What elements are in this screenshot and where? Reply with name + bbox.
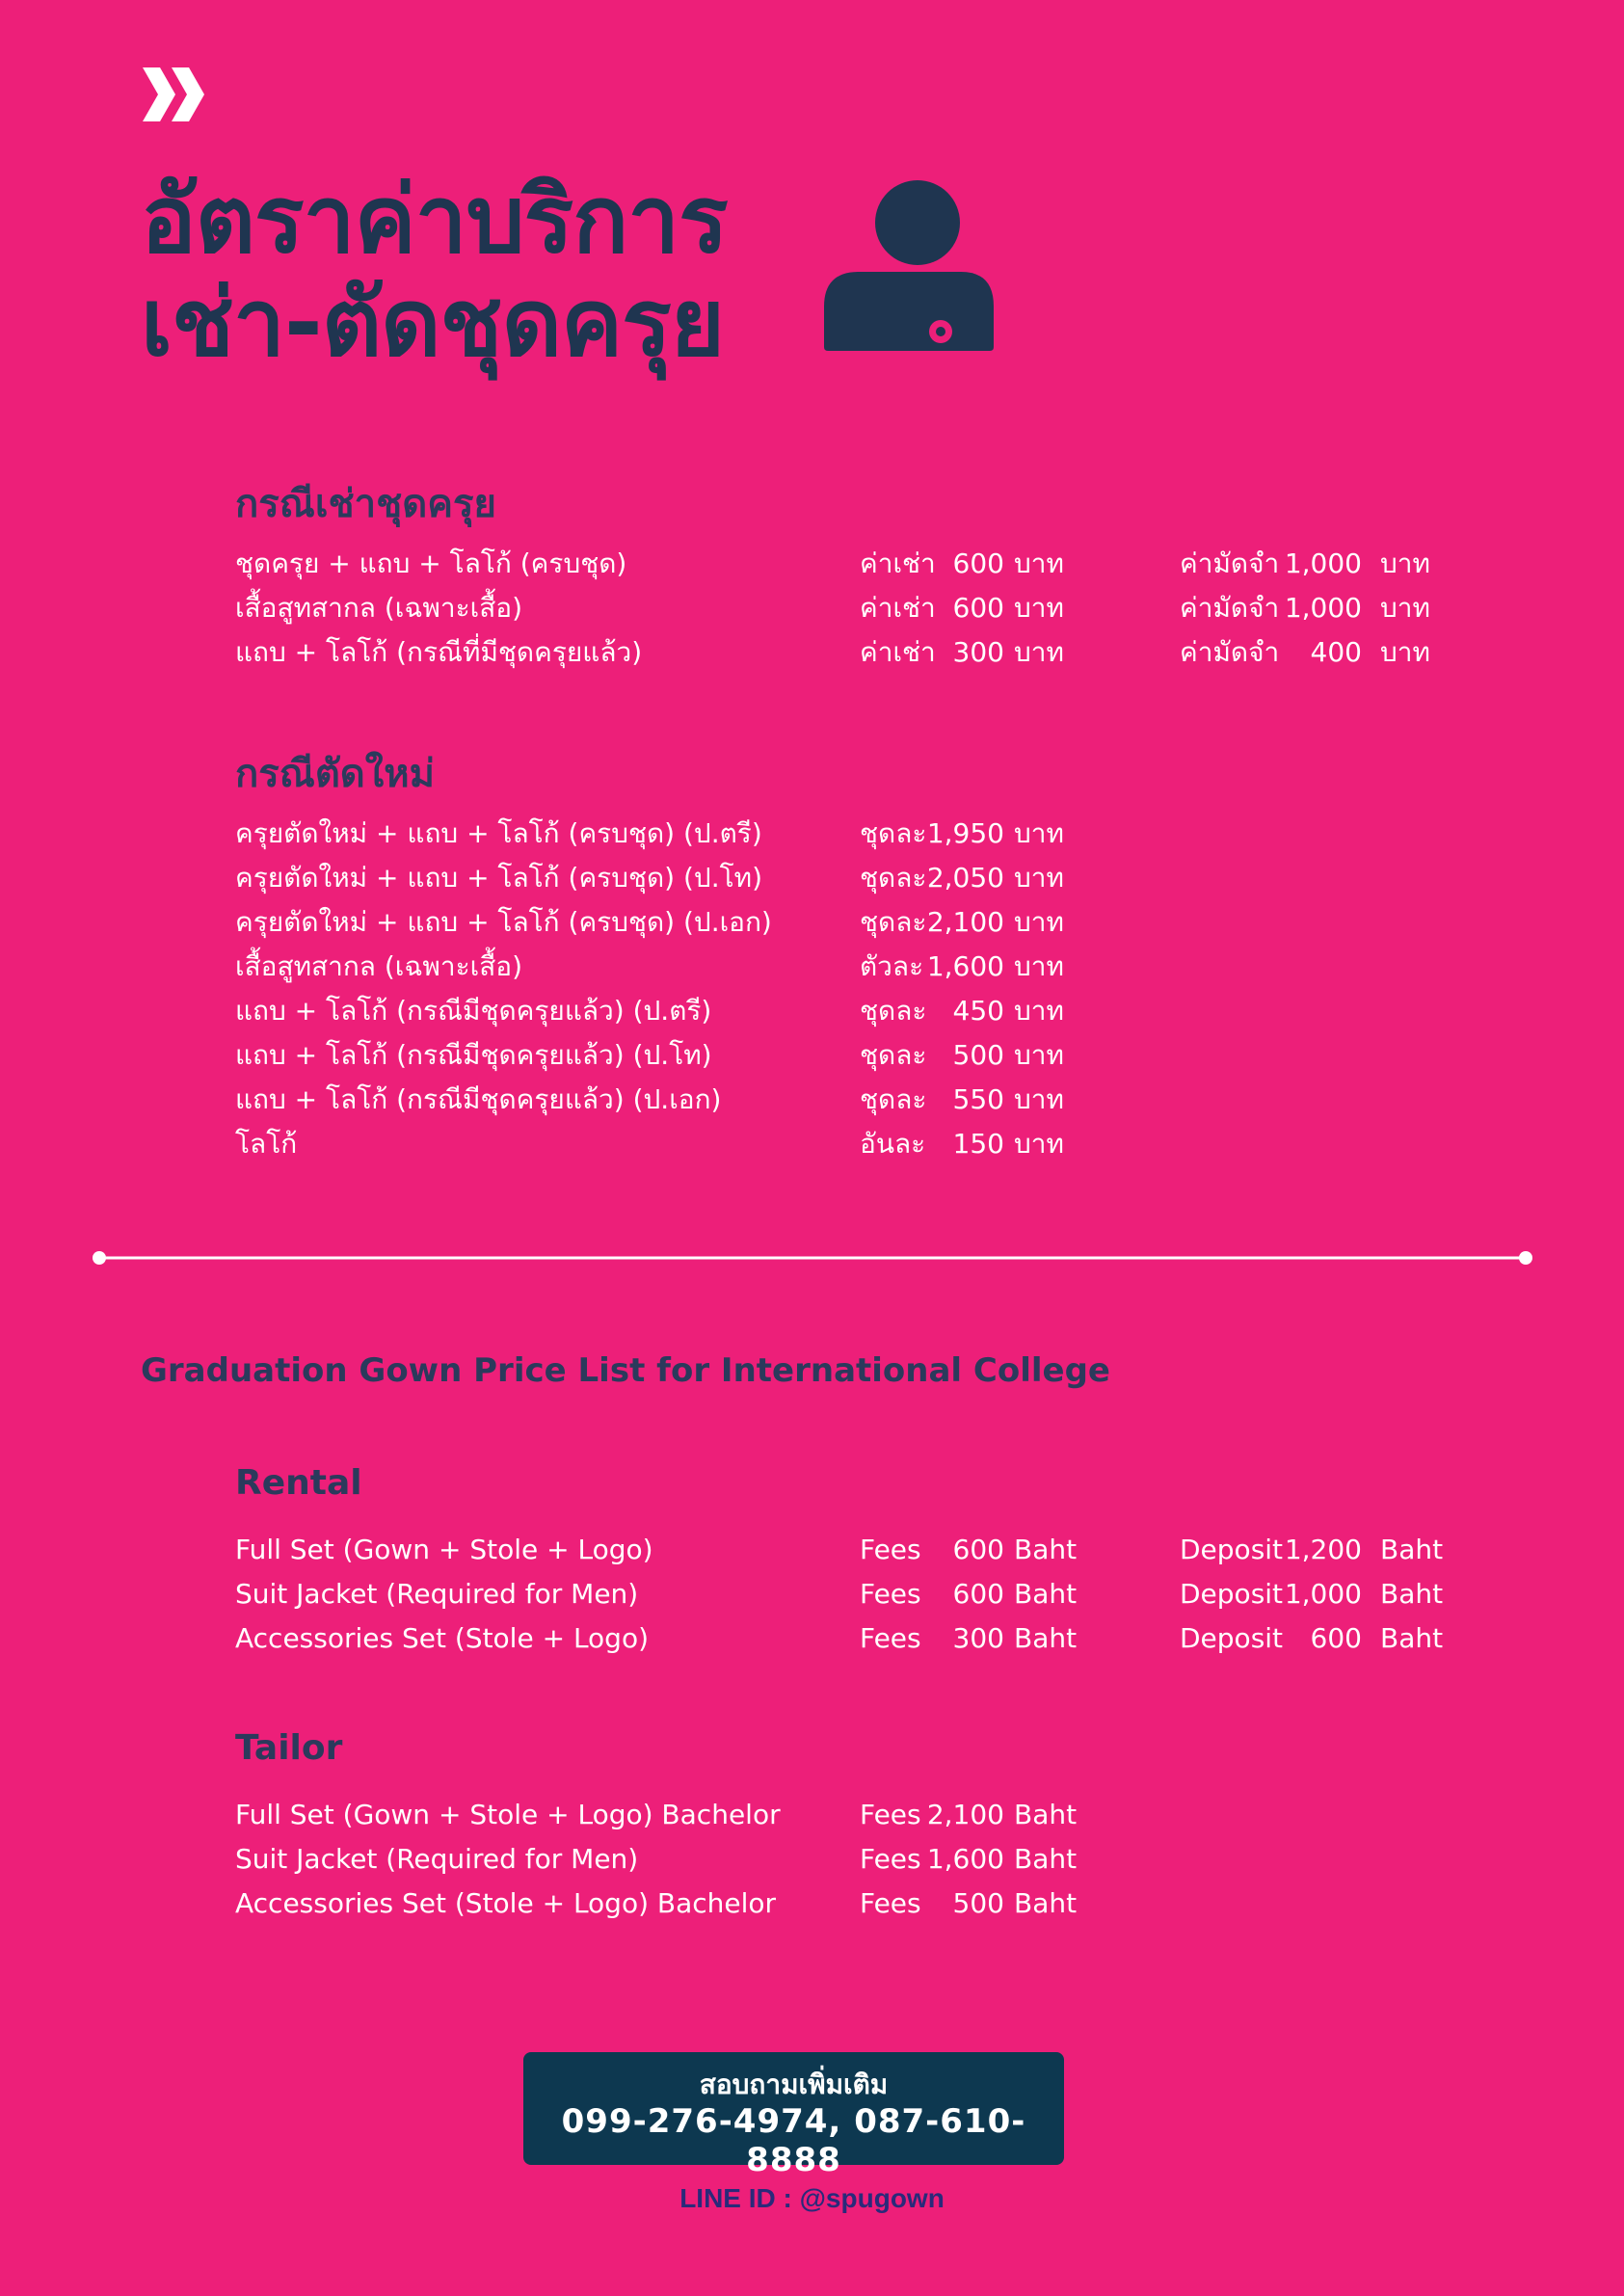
row-item: โลโก้: [235, 1128, 298, 1160]
table-row: [0, 990, 1624, 1032]
row-deposit: 600: [1310, 1622, 1362, 1654]
row-unit: ค่าเช่า: [860, 592, 936, 624]
row-item: แถบ + โลโก้ (กรณีมีชุดครุยแล้ว) (ป.โท): [235, 1039, 712, 1071]
section-divider: [93, 1251, 1532, 1265]
row-unit: อันละ: [860, 1128, 926, 1160]
row-currency: บาท: [1014, 636, 1064, 668]
row-deposit-currency: บาท: [1380, 592, 1430, 624]
row-currency: บาท: [1014, 1128, 1064, 1160]
page-title-line-2: เช่า-ตัดชุดครุย: [141, 269, 724, 377]
row-currency: บาท: [1014, 862, 1064, 894]
row-price: 500: [952, 1039, 1004, 1071]
row-item: Suit Jacket (Required for Men): [235, 1843, 639, 1875]
row-currency: Baht: [1014, 1622, 1078, 1654]
section-title-thai-rental: กรณีเช่าชุดครุย: [235, 482, 496, 526]
table-row: [0, 1079, 1624, 1121]
row-unit: ชุดละ: [860, 862, 927, 894]
row-currency: บาท: [1014, 547, 1064, 579]
row-currency: Baht: [1014, 1843, 1078, 1875]
row-currency: บาท: [1014, 995, 1064, 1027]
section-title-tailor: Tailor: [235, 1728, 343, 1768]
row-item: แถบ + โลโก้ (กรณีที่มีชุดครุยแล้ว): [235, 636, 643, 668]
english-heading: Graduation Gown Price List for International College: [141, 1351, 1110, 1390]
table-row: [0, 813, 1624, 855]
table-row: [0, 1838, 1624, 1881]
row-unit: ชุดละ: [860, 906, 927, 938]
table-row: [0, 857, 1624, 899]
row-deposit-currency: บาท: [1380, 547, 1430, 579]
row-deposit: 1,200: [1284, 1534, 1362, 1565]
table-row: [0, 1123, 1624, 1165]
row-currency: บาท: [1014, 1039, 1064, 1071]
row-currency: บาท: [1014, 817, 1064, 849]
row-currency: บาท: [1014, 592, 1064, 624]
row-item: เสื้อสูทสากล (เฉพาะเสื้อ): [235, 592, 523, 624]
line-id[interactable]: LINE ID : @spugown: [679, 2183, 945, 2213]
row-price: 450: [952, 995, 1004, 1027]
row-price: 600: [952, 1578, 1004, 1610]
row-price: 2,100: [926, 1799, 1004, 1830]
contact-box: [523, 2052, 1064, 2179]
row-deposit-label: Deposit: [1180, 1578, 1284, 1610]
row-price: 600: [952, 592, 1004, 624]
row-deposit: 1,000: [1284, 592, 1362, 624]
row-unit: Fees: [860, 1622, 921, 1654]
row-deposit-label: Deposit: [1180, 1534, 1284, 1565]
row-currency: Baht: [1014, 1799, 1078, 1830]
row-item: เสื้อสูทสากล (เฉพาะเสื้อ): [235, 950, 523, 982]
row-item: ชุดครุย + แถบ + โลโก้ (ครบชุด): [235, 547, 627, 579]
row-deposit-label: ค่ามัดจำ: [1180, 636, 1280, 668]
contact-phones[interactable]: 099-276-4974, 087-610-8888: [561, 2102, 1026, 2179]
row-price: 300: [952, 636, 1004, 668]
row-unit: ชุดละ: [860, 995, 927, 1027]
row-price: 1,950: [926, 817, 1004, 849]
row-deposit-label: Deposit: [1180, 1622, 1284, 1654]
double-chevron-right-icon: [143, 67, 206, 121]
table-row: [0, 1034, 1624, 1077]
row-item: ครุยตัดใหม่ + แถบ + โลโก้ (ครบชุด) (ป.โท): [235, 862, 763, 894]
section-title-rental: Rental: [235, 1463, 362, 1503]
table-row: [0, 587, 1624, 629]
row-item: แถบ + โลโก้ (กรณีมีชุดครุยแล้ว) (ป.ตรี): [235, 995, 712, 1027]
row-price: 2,050: [926, 862, 1004, 894]
row-currency: Baht: [1014, 1534, 1078, 1565]
row-item: Suit Jacket (Required for Men): [235, 1578, 639, 1610]
table-row: [0, 901, 1624, 944]
row-item: ครุยตัดใหม่ + แถบ + โลโก้ (ครบชุด) (ป.ตรี): [235, 817, 762, 849]
row-item: Full Set (Gown + Stole + Logo): [235, 1534, 653, 1565]
row-deposit-currency: Baht: [1380, 1578, 1444, 1610]
row-deposit: 400: [1310, 636, 1362, 668]
table-row: [0, 1617, 1624, 1660]
row-currency: บาท: [1014, 906, 1064, 938]
contact-label: สอบถามเพิ่มเติม: [699, 2069, 889, 2100]
row-item: Accessories Set (Stole + Logo) Bachelor: [235, 1887, 777, 1919]
row-deposit-currency: บาท: [1380, 636, 1430, 668]
row-unit: Fees: [860, 1887, 921, 1919]
row-price: 2,100: [926, 906, 1004, 938]
row-price: 1,600: [926, 950, 1004, 982]
row-deposit: 1,000: [1284, 1578, 1362, 1610]
table-row: [0, 1794, 1624, 1836]
row-price: 300: [952, 1622, 1004, 1654]
user-icon: [824, 179, 996, 351]
page-title-line-1: อัตราค่าบริการ: [141, 166, 728, 274]
row-unit: Fees: [860, 1534, 921, 1565]
row-currency: Baht: [1014, 1578, 1078, 1610]
table-row: [0, 631, 1624, 674]
row-currency: บาท: [1014, 1083, 1064, 1115]
row-unit: Fees: [860, 1799, 921, 1830]
table-row: [0, 946, 1624, 988]
row-deposit-label: ค่ามัดจำ: [1180, 547, 1280, 579]
row-price: 550: [952, 1083, 1004, 1115]
row-unit: ชุดละ: [860, 1083, 927, 1115]
table-row: [0, 1529, 1624, 1571]
row-deposit: 1,000: [1284, 547, 1362, 579]
row-unit: ชุดละ: [860, 817, 927, 849]
row-price: 600: [952, 547, 1004, 579]
row-item: Accessories Set (Stole + Logo): [235, 1622, 650, 1654]
row-item: Full Set (Gown + Stole + Logo) Bachelor: [235, 1799, 781, 1830]
row-item: แถบ + โลโก้ (กรณีมีชุดครุยแล้ว) (ป.เอก): [235, 1083, 722, 1115]
row-price: 500: [952, 1887, 1004, 1919]
row-unit: ตัวละ: [860, 950, 924, 982]
row-price: 150: [952, 1128, 1004, 1160]
table-row: [0, 543, 1624, 585]
row-deposit-currency: Baht: [1380, 1534, 1444, 1565]
row-unit: ค่าเช่า: [860, 547, 936, 579]
row-price: 600: [952, 1534, 1004, 1565]
row-unit: ค่าเช่า: [860, 636, 936, 668]
row-item: ครุยตัดใหม่ + แถบ + โลโก้ (ครบชุด) (ป.เอก): [235, 906, 772, 938]
row-currency: บาท: [1014, 950, 1064, 982]
section-title-thai-tailor: กรณีตัดใหม่: [235, 752, 436, 796]
row-deposit-label: ค่ามัดจำ: [1180, 592, 1280, 624]
row-currency: Baht: [1014, 1887, 1078, 1919]
table-row: [0, 1882, 1624, 1925]
row-price: 1,600: [926, 1843, 1004, 1875]
table-row: [0, 1573, 1624, 1615]
row-deposit-currency: Baht: [1380, 1622, 1444, 1654]
row-unit: ชุดละ: [860, 1039, 927, 1071]
row-unit: Fees: [860, 1578, 921, 1610]
row-unit: Fees: [860, 1843, 921, 1875]
